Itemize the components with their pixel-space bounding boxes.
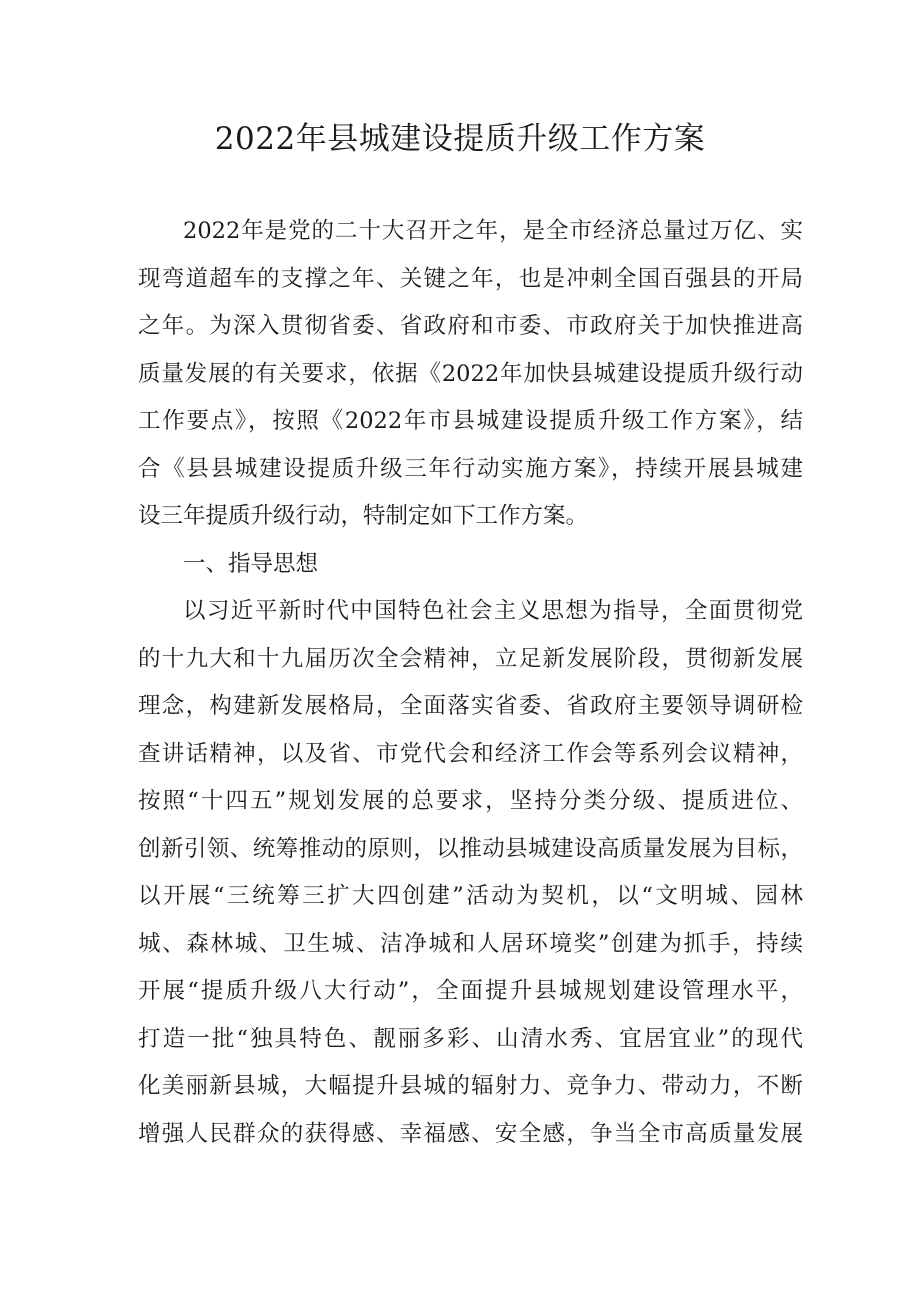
paragraph-line: 的十九大和十九届历次全会精神，立足新发展阶段，贯彻新发展	[138, 645, 803, 672]
paragraph-line: 查讲话精神，以及省、市党代会和经济工作会等系列会议精神，	[138, 740, 803, 767]
intro-paragraph	[138, 208, 803, 541]
section-heading-guiding-ideology: 一、指导思想	[183, 550, 319, 577]
paragraph-line: 打造一批“独具特色、靓丽多彩、山清水秀、宜居宜业”的现代	[138, 1025, 803, 1052]
intro-line: 2022年是党的二十大召开之年，是全市经济总量过万亿、实	[183, 218, 803, 244]
paragraph-line: 以开展“三统筹三扩大四创建”活动为契机，以“文明城、园林	[138, 883, 803, 909]
intro-line: 之年。为深入贯彻省委、省政府和市委、市政府关于加快推进高	[138, 313, 803, 339]
paragraph-line: 按照“十四五”规划发展的总要求，坚持分类分级、提质进位、	[138, 788, 803, 814]
paragraph-line: 以习近平新时代中国特色社会主义思想为指导，全面贯彻党	[183, 598, 803, 624]
document-body	[138, 208, 803, 1158]
paragraph-line: 理念，构建新发展格局，全面落实省委、省政府主要领导调研检	[138, 693, 803, 719]
intro-line: 现弯道超车的支撑之年、关键之年，也是冲刺全国百强县的开局	[138, 265, 803, 292]
intro-line: 设三年提质升级行动，特制定如下工作方案。	[138, 503, 589, 529]
paragraph-line: 化美丽新县城，大幅提升县城的辐射力、竞争力、带动力，不断	[138, 1073, 803, 1099]
intro-line: 工作要点》，按照《2022年市县城建设提质升级工作方案》，结	[138, 408, 803, 434]
document-title: 2022年县城建设提质升级工作方案	[214, 121, 706, 157]
paragraph-line: 城、森林城、卫生城、洁净城和人居环境奖”创建为抓手，持续	[138, 930, 803, 957]
intro-line: 合《县县城建设提质升级三年行动实施方案》，持续开展县城建	[138, 455, 803, 482]
paragraph-line: 增强人民群众的获得感、幸福感、安全感，争当全市高质量发展	[138, 1120, 803, 1147]
intro-line: 质量发展的有关要求，依据《2022年加快县城建设提质升级行动	[138, 360, 803, 387]
paragraph-line: 开展“提质升级八大行动”，全面提升县城规划建设管理水平，	[138, 978, 803, 1004]
paragraph-line: 创新引领、统筹推动的原则，以推动县城建设高质量发展为目标，	[138, 835, 803, 862]
guiding-ideology-paragraph	[138, 588, 803, 1158]
